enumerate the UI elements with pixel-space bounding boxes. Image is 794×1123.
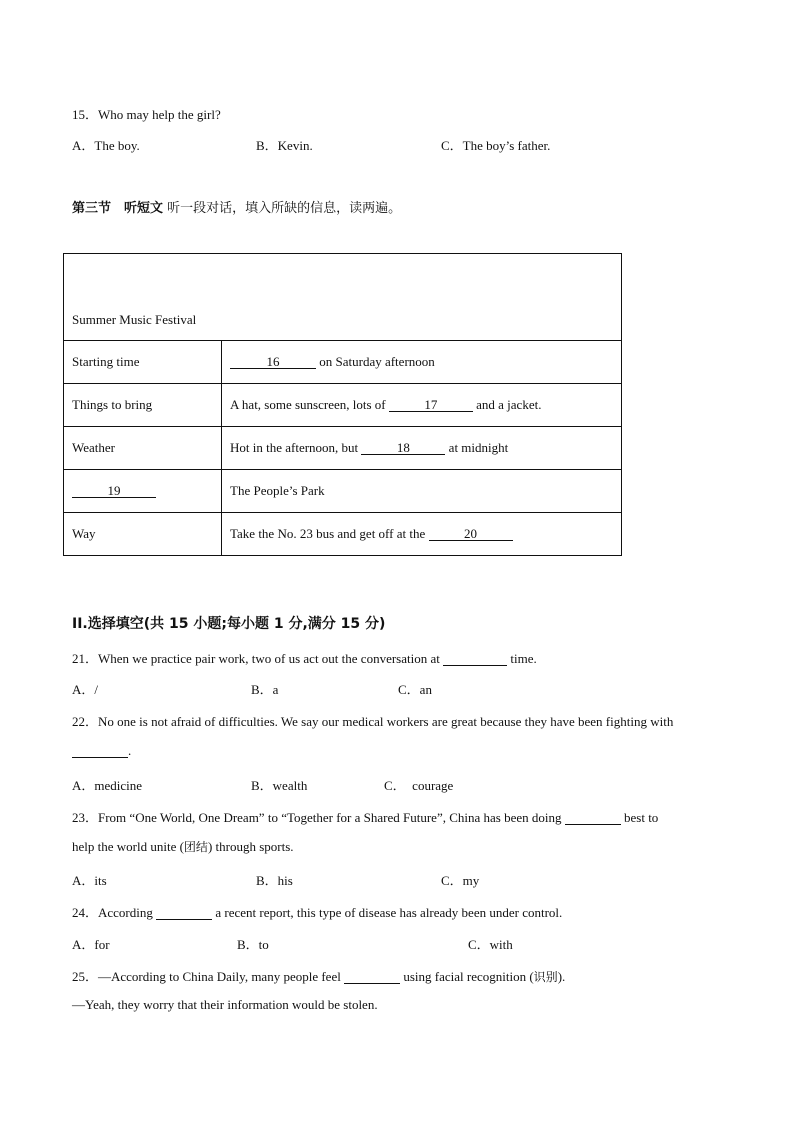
q23-option-c: C．my [441,873,480,888]
q21-stem: 21．When we practice pair work, two of us act out the conversation at time. [72,651,537,666]
table-title: Summer Music Festival [64,254,622,341]
row-label: Things to bring [64,384,222,427]
q22-option-b: B．wealth [251,778,308,793]
answer-blank-16[interactable]: 16 [230,355,316,369]
q21-blank[interactable] [443,652,507,666]
q22-stem: 22．No one is not afraid of difficulties. We say our medical workers are great because they have been fighting with [72,714,674,729]
q21-option-c: C．an [398,682,432,697]
answer-blank-19[interactable]: 19 [72,484,156,498]
section3-instruction: 听一段对话，填入所缺的信息，读两遍。 [163,201,402,216]
q15-stem: 15．Who may help the girl? [72,107,221,122]
q22-stem-line2: . [72,743,131,759]
q25-blank[interactable] [344,970,400,984]
q24-stem: 24．According a recent report, this type of disease has already been under control. [72,905,563,920]
q23-stem: 23．From “One World, One Dream” to “Together for a Shared Future”, China has been doing best to [72,810,659,825]
q24-blank[interactable] [156,906,212,920]
q21-option-b: B．a [251,682,279,697]
q22-blank[interactable] [72,744,128,758]
q23-stem-line2: help the world unite (团结) through sports. [72,839,294,854]
section3-heading [72,197,401,216]
part2-heading: II.选择填空(共 15 小题;每小题 1 分,满分 15 分) [72,616,386,632]
answer-blank-20[interactable]: 20 [429,527,513,541]
q24-option-a: A．for [72,937,110,952]
row-label: Way [64,513,222,556]
row-value: 16 on Saturday afternoon [222,341,622,384]
q23-blank[interactable] [565,811,621,825]
row-label: Starting time [64,341,222,384]
q22-option-c: C． courage [384,778,454,793]
answer-blank-17[interactable]: 17 [389,398,473,412]
q15-option-b: B．Kevin. [256,138,313,153]
q15-option-a: A．The boy. [72,138,140,153]
row-value: The People’s Park [222,470,622,513]
section3-title: 第三节 听短文 [72,201,164,216]
table-row [64,513,622,556]
q15-option-c: C．The boy’s father. [441,138,551,153]
table-row [64,427,622,470]
row-label [64,470,222,513]
table-row [64,384,622,427]
answer-blank-18[interactable]: 18 [361,441,445,455]
row-value: Hot in the afternoon, but 18 at midnight [222,427,622,470]
q24-option-c: C．with [468,937,513,952]
q22-option-a: A．medicine [72,778,143,793]
festival-table [63,253,622,556]
q25-reply: —Yeah, they worry that their information would be stolen. [72,997,378,1012]
table-title-row [64,254,622,341]
row-value: A hat, some sunscreen, lots of 17 and a jacket. [222,384,622,427]
q23-option-a: A．its [72,873,107,888]
table-row [64,341,622,384]
row-label: Weather [64,427,222,470]
q25-stem: 25．—According to China Daily, many people feel using facial recognition (识别). [72,969,566,984]
q21-option-a: A．/ [72,682,99,697]
q24-option-b: B．to [237,937,269,952]
row-value: Take the No. 23 bus and get off at the 20 [222,513,622,556]
q23-option-b: B．his [256,873,293,888]
table-row [64,470,622,513]
